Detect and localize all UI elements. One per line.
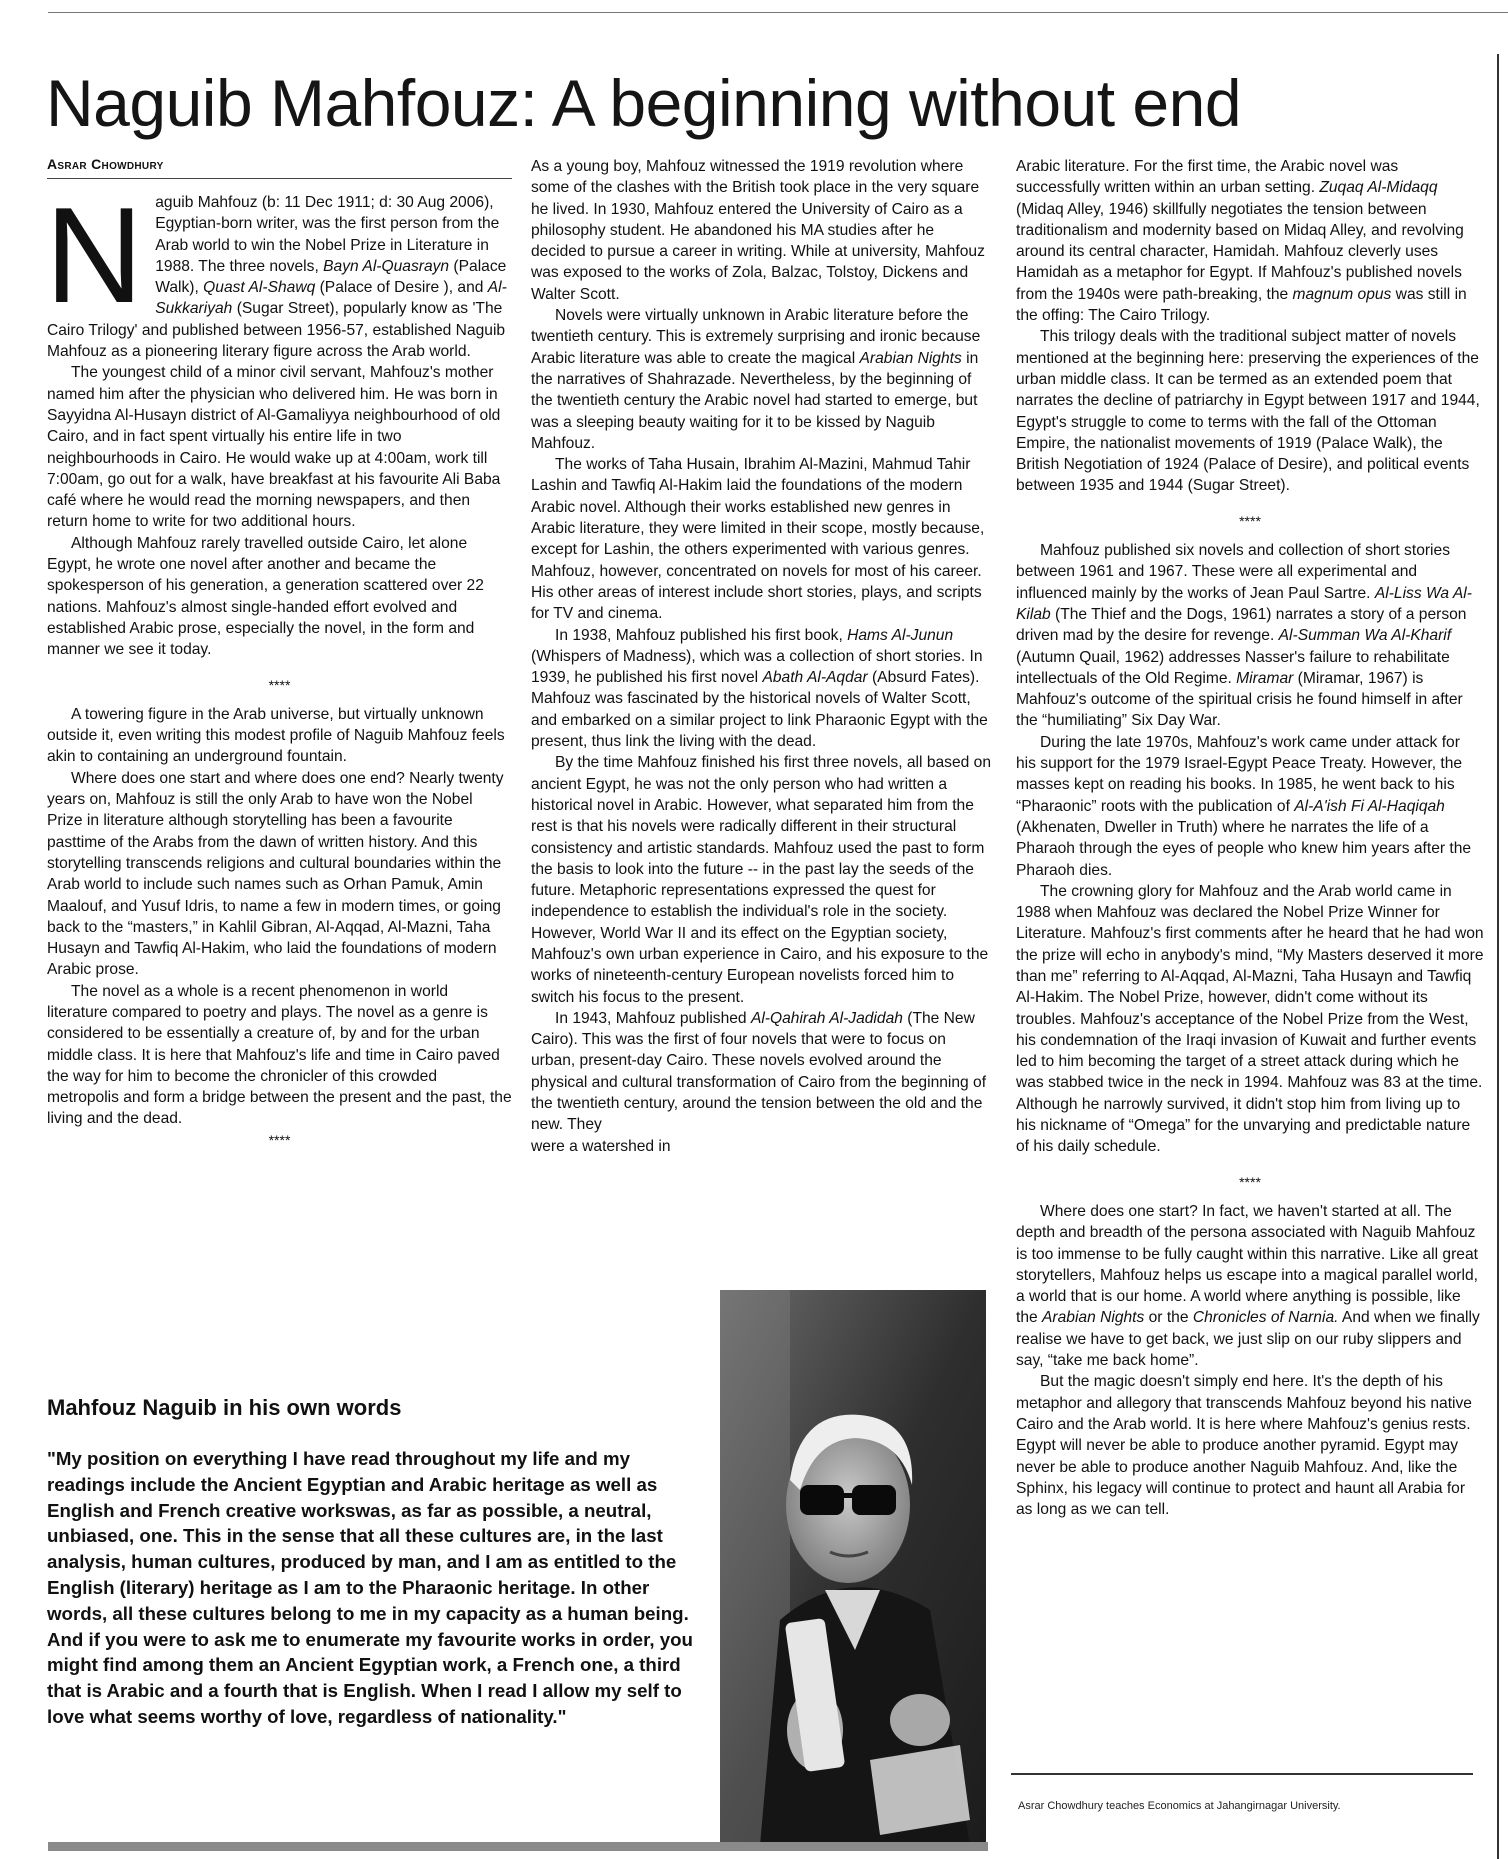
book-title: Al-Sukkariyah — [155, 279, 507, 318]
section-separator: **** — [268, 676, 291, 693]
section-separator: **** — [1239, 512, 1261, 529]
paragraph: aguib Mahfouz (b: 11 Dec 1911; d: 30 Aug 2006), Egyptian-born writer, was the first person from the Arab world to win the Nobel Prize in Literature in 1988. The three novels, Bayn Al-Quasrayn (Palace Walk), Quast Al-Shawq (Palace of Desire ), and Al-Sukkariyah (Sugar Street), popularly know as 'The Cairo Trilogy' and published between 1956-57, established Naguib Mahfouz as a pioneering literary figure across the Arab world. — [47, 194, 507, 361]
section-separator: **** — [268, 1131, 291, 1148]
article-column-2 — [531, 156, 991, 1157]
article-column-1 — [45, 179, 512, 1159]
paragraph: By the time Mahfouz finished his first three novels, all based on ancient Egypt, he was not the only person who had written a historical novel in Arabic. However, what separated him from the rest is that his novels were radically different in their structural consistency and artistic standards. Mahfouz used the past to form the basis to look into the future -- in the past lay the seeds of the future. Metaphoric representations expressed the quest for independence to establish the individual's role in the society. However, World War II and its effect on the Egyptian society, Mahfouz's own urban experience in Cairo, and his exposure to the works of nineteenth-century European novelists forced him to switch his focus to the present. — [531, 754, 991, 1006]
author-note: Asrar Chowdhury teaches Economics at Jahangirnagar University. — [1018, 1800, 1341, 1812]
paragraph: The works of Taha Husain, Ibrahim Al-Mazini, Mahmud Tahir Lashin and Tawfiq Al-Hakim laid the foundations of the modern Arabic novel. Although their works established new genres in Arabic literature, they were limited in their scope, mostly because, except for Lashin, the others experimented with various genres. Mahfouz, however, concentrated on novels for most of his career. His other areas of interest include short stories, plays, and scripts for TV and cinema. — [531, 456, 985, 623]
section-separator: **** — [1239, 1173, 1261, 1190]
portrait-photo — [720, 1290, 986, 1845]
paragraph: were a watershed in — [531, 1137, 671, 1155]
paragraph: This trilogy deals with the traditional subject matter of novels mentioned at the beginning here: preserving the experiences of the urban middle class. It can be termed as an extended poem that narrates the decline of patriarchy in Egypt between 1917 and 1944, Egypt's struggle to come to terms with the fall of the Ottoman Empire, the nationalist movements of 1919 (Palace Walk), the British Negotiation of 1924 (Palace of Desire), and political events between 1935 and 1944 (Sugar Street). — [1016, 328, 1480, 495]
book-title: Al-Summan Wa Al-Kharif — [1278, 627, 1452, 645]
author-name: Asrar Chowdhury — [47, 156, 164, 172]
paragraph: Mahfouz published six novels and collection of short stories between 1961 and 1967. These were all experimental and influenced mainly by the works of Jean Paul Sartre. Al-Liss Wa Al-Kilab (The Thief and the Dogs, 1961) narrates a story of a person driven mad by the desire for revenge. Al-Summan Wa Al-Kharif (Autumn Quail, 1962) addresses Nasser's failure to rehabilitate intellectuals of the Old Regime. Miramar (Miramar, 1967) is Mahfouz's outcome of the spiritual crisis he found himself in after the “humiliating” Six Day War. — [1016, 542, 1472, 730]
book-title: Al-Qahirah Al-Jadidah — [750, 1009, 903, 1027]
book-title: Hams Al-Junun — [847, 626, 954, 644]
paragraph: Arabic literature. For the first time, the Arabic novel was successfully written within an urban setting. Zuqaq Al-Midaqq (Midaq Alley, 1946) skillfully negotiates the tension between traditionalism and modernity based on Midaq Alley, and revolving around its central character, Hamidah. Mahfouz cleverly uses Hamidah as a metaphor for Egypt. If Mahfouz's published novels from the 1940s were path-breaking, the magnum opus was still in the offing: The Cairo Trilogy. — [1016, 158, 1467, 325]
footnote-rule — [1011, 1773, 1473, 1775]
book-title: magnum opus — [1292, 285, 1392, 303]
paragraph: Novels were virtually unknown in Arabic literature before the twentieth century. This is extremely surprising and ironic because Arabic literature was able to create the magical Arabian Nights in the narratives of Shahrazade. Nevertheless, by the beginning of the twentieth century the Arabic novel had started to emerge, but was a sleeping beauty waiting for it to be kissed by Naguib Mahfouz. — [531, 307, 981, 452]
portrait-illustration — [720, 1290, 986, 1845]
book-title: Al-A'ish Fi Al-Haqiqah — [1294, 797, 1445, 815]
paragraph: As a young boy, Mahfouz witnessed the 1919 revolution where some of the clashes with the British took place in the very square he lived. In 1930, Mahfouz entered the University of Cairo as a philosophy student. He abandoned his MA studies after he decided to pursue a career in writing. While at university, Mahfouz was exposed to the works of Zola, Balzac, Tolstoy, Dickens and Walter Scott. — [531, 158, 985, 303]
book-title: Bayn Al-Quasrayn — [323, 257, 450, 275]
paragraph: The youngest child of a minor civil servant, Mahfouz's mother named him after the physician who delivered him. He was born in Sayyidna Al-Husayn district of Al-Gamaliyya neighbourhood of old Cairo, and in fact spent virtually his entire life in two neighbourhoods in Cairo. He would wake up at 4:00am, work till 7:00am, go out for a walk, have breakfast at his favourite Ali Baba café where he would read the morning newspapers, and then return home to write for two additional hours. — [47, 364, 501, 531]
paragraph: But the magic doesn't simply end here. It's the depth of his metaphor and allegory that transcends Mahfouz beyond his native Cairo and the Arab world. It is here where Mahfouz's genius rests. Egypt will never be able to produce another pyramid. Egypt may never be able to produce another Naguib Mahfouz. And, like the Sphinx, his legacy will continue to protect and haunt all Arabia for as long as we can tell. — [1016, 1373, 1472, 1519]
paragraph: In 1938, Mahfouz published his first book, Hams Al-Junun (Whispers of Madness), which was a collection of short stories. In 1939, he published his first novel Abath Al-Aqdar (Absurd Fates). Mahfouz was fascinated by the historical novels of Walter Scott, and embarked on a similar project to link Pharaonic Egypt with the present, thus link the living with the dead. — [531, 626, 988, 751]
book-title: Zuqaq Al-Midaqq — [1319, 179, 1438, 197]
paragraph: Although Mahfouz rarely travelled outside Cairo, let alone Egypt, he wrote one novel after another and became the spokesperson of his generation, a generation scattered over 22 nations. Mahfouz's almost single-handed effort evolved and established Arabic prose, especially the novel, in the form and manner we see it today. — [47, 534, 484, 659]
top-rule — [48, 12, 1508, 13]
book-title: Abath Al-Aqdar — [762, 669, 868, 687]
paragraph: The novel as a whole is a recent phenomenon in world literature compared to poetry and plays. The novel as a genre is considered to be essentially a creature of, by and for the urban middle class. It is here that Mahfouz's life and time in Cairo paved the way for him to become the chronicler of this crowded metropolis and form a bridge between the present and the past, the living and the dead. — [47, 982, 512, 1128]
paragraph: During the late 1970s, Mahfouz's work came under attack for his support for the 1979 Israel-Egypt Peace Treaty. However, the masses kept on reading his books. In 1985, he went back to his “Pharaonic” roots with the publication of Al-A'ish Fi Al-Haqiqah (Akhenaten, Dweller in Truth) where he narrates the life of a Pharaoh through the eyes of people who knew him years after the Pharaoh dies. — [1016, 733, 1472, 879]
book-title: Arabian Nights — [859, 349, 962, 367]
book-title: Al-Liss Wa Al-Kilab — [1016, 584, 1472, 623]
book-title: Chronicles of Narnia. — [1192, 1309, 1339, 1327]
byline — [47, 156, 512, 179]
book-title: Miramar — [1236, 669, 1294, 687]
book-title: Arabian Nights — [1042, 1309, 1145, 1327]
drop-cap: N — [45, 179, 144, 331]
headline: Naguib Mahfouz: A beginning without end — [46, 66, 1242, 140]
right-column-rule — [1497, 54, 1499, 1859]
sidebar-quote: "My position on everything I have read throughout my life and my readings include the Ancient Egyptian and Arabic heritage as well as English and French creative workswas, as far as possible, a neutral, unbiased, one. This in the sense that all these cultures are, in the last analysis, human cultures, produced by man, and I am as entitled to the English (literary) heritage as I am to the Pharaonic heritage. In other words, all these cultures belong to me in my capacity as a human being. And if you were to ask me to enumerate my favourite works in order, you might find among them an Ancient Egyptian work, a French one, a third that is Arabic and a fourth that is English. When I read I allow my self to love what seems worthy of love, regardless of nationality." — [47, 1448, 693, 1727]
paragraph: Where does one start? In fact, we haven't started at all. The depth and breadth of the persona associated with Naguib Mahfouz is too immense to be fully caught within this narrative. Like all great storytellers, Mahfouz helps us escape into a magical parallel world, a world that is our home. A world where anything is possible, like the Arabian Nights or the Chronicles of Narnia. And when we finally realise we have to get back, we just slip on our ruby slippers and say, “take me back home”. — [1016, 1202, 1480, 1370]
paragraph: In 1943, Mahfouz published Al-Qahirah Al-Jadidah (The New Cairo). This was the first of four novels that were to focus on urban, present-day Cairo. These novels evolved around the physical and cultural transformation of Cairo from the beginning of the twentieth century, around the tension between the old and the new. They — [531, 1009, 987, 1134]
book-title: Quast Al-Shawq — [203, 279, 316, 297]
paragraph: Where does one start and where does one end? Nearly twenty years on, Mahfouz is still the only Arab to have won the Nobel Prize in literature although storytelling has been a favourite pasttime of the Arabs from the dawn of written history. And this storytelling transcends religions and cultural boundaries within the Arab world to include such names such as Orhan Pamuk, Amin Maalouf, and Yusuf Idris, to name a few in modern times, or going back to the “masters,” in Kahlil Gibran, Al-Aqqad, Al-Mazni, Taha Husayn and Tawfiq Al-Hakim, who laid the foundations of modern Arabic prose. — [47, 769, 504, 979]
paragraph: The crowning glory for Mahfouz and the Arab world came in 1988 when Mahfouz was declared the Nobel Prize Winner for Literature. Mahfouz's first comments after he heard that he had won the prize will echo in anybody's mind, “My Masters deserved it more than me” referring to Al-Aqqad, Al-Mazni, Taha Husayn and Tawfiq Al-Hakim. The Nobel Prize, however, didn't come without its troubles. Mahfouz's acceptance of the Nobel Prize from the West, his condemnation of the Iraqi invasion of Kuwait and further events led to him becoming the target of a street attack during which he was stabbed twice in the neck in 1994. Mahfouz was 83 at the time. Although he narrowly survived, it didn't stop him from living up to his nickname of “Omega” for the unvarying and predictable nature of his daily schedule. — [1016, 882, 1484, 1156]
bottom-bar — [48, 1842, 988, 1851]
article-column-3 — [1016, 156, 1484, 1520]
sidebar-heading: Mahfouz Naguib in his own words — [47, 1395, 402, 1420]
paragraph: A towering figure in the Arab universe, but virtually unknown outside it, even writing this modest profile of Naguib Mahfouz feels akin to containing an underground fountain. — [47, 705, 505, 766]
